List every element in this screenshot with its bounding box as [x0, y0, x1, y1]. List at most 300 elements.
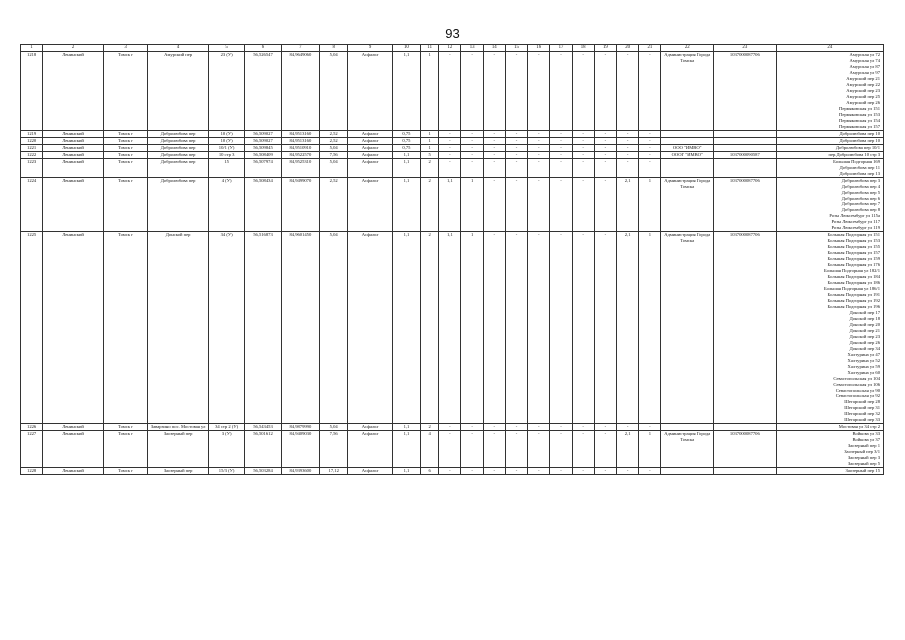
- value-cell: -: [505, 137, 527, 144]
- address-item: Амурский пер 25: [846, 94, 880, 100]
- value-cell: -: [483, 137, 505, 144]
- value-cell: -: [550, 431, 572, 468]
- address-item: Добролюбова пер 7: [841, 201, 880, 207]
- column-number: 7: [281, 45, 319, 52]
- address-item: Донской пер 18: [849, 315, 880, 321]
- area-cell: 7,56: [320, 431, 348, 468]
- container-count-cell: 2: [421, 177, 439, 232]
- value-cell: -: [528, 468, 550, 475]
- address-item: Добролюбова пер 13: [839, 170, 880, 176]
- latitude-cell: 56,503284: [245, 468, 281, 475]
- address-item: Добролюбова пер 11: [839, 164, 880, 170]
- ogrn-cell: 1037000087706: [714, 431, 777, 468]
- house-cell: 3 (У): [208, 431, 244, 468]
- value-cell: -: [572, 158, 594, 177]
- address-item: Амурский пер 22: [846, 82, 880, 88]
- value-cell: -: [594, 431, 616, 468]
- street-cell: Добролюбова пер: [148, 177, 209, 232]
- value-cell: -: [550, 232, 572, 424]
- value-cell: -: [528, 52, 550, 131]
- surface-cell: Асфальт: [348, 232, 392, 424]
- volume-cell: 1,1: [392, 158, 420, 177]
- longitude-cell: 84,9393600: [281, 468, 319, 475]
- area-cell: 2,52: [320, 130, 348, 137]
- address-item: Розы Люксембург ул 119: [831, 225, 880, 231]
- latitude-cell: 56,516873: [245, 232, 281, 424]
- volume-cell: 1,1: [392, 232, 420, 424]
- table-row: [21, 232, 884, 424]
- column-number: 23: [714, 45, 777, 52]
- address-item: Амурский пер 23: [846, 88, 880, 94]
- address-item: Пермяковская ул 153: [839, 111, 880, 117]
- district-cell: Ленинский: [43, 431, 104, 468]
- value-cell: -: [617, 151, 639, 158]
- value-cell: -: [483, 144, 505, 151]
- value-cell: 1: [461, 177, 483, 232]
- column-number: 21: [639, 45, 661, 52]
- street-cell: Заозерный пер: [148, 468, 209, 475]
- city-cell: Томск г: [103, 232, 147, 424]
- value-cell: -: [505, 232, 527, 424]
- area-cell: 5,04: [320, 52, 348, 131]
- site-number-cell: 1226: [21, 424, 43, 431]
- house-cell: 23 (У): [208, 52, 244, 131]
- address-item: Добролюбова пер 10: [839, 137, 880, 143]
- volume-cell: 0,75: [392, 130, 420, 137]
- value-cell: -: [572, 431, 594, 468]
- surface-cell: Асфальт: [348, 424, 392, 431]
- address-item: Розы Люксембург ул 117: [831, 219, 880, 225]
- address-item: Донской пер 20: [849, 321, 880, 327]
- longitude-cell: 84,9649060: [281, 52, 319, 131]
- ogrn-cell: [714, 158, 777, 177]
- address-item: Добролюбова пер 8: [841, 207, 880, 213]
- column-number: 19: [594, 45, 616, 52]
- district-cell: Ленинский: [43, 177, 104, 232]
- longitude-cell: 84,9409030: [281, 431, 319, 468]
- address-item: Большая Подгорная ул 176: [827, 262, 880, 268]
- district-cell: Ленинский: [43, 158, 104, 177]
- address-item: Войкова ул 33: [852, 431, 880, 437]
- latitude-cell: 56,509845: [245, 144, 281, 151]
- value-cell: -: [483, 232, 505, 424]
- address-item: Халтурина ул 60: [847, 369, 880, 375]
- address-item: Амурская ул 87: [849, 64, 880, 70]
- value-cell: -: [594, 144, 616, 151]
- address-list-cell: [776, 158, 883, 177]
- area-cell: 2,52: [320, 177, 348, 232]
- value-cell: -: [594, 52, 616, 131]
- surface-cell: Асфальт: [348, 431, 392, 468]
- value-cell: -: [505, 158, 527, 177]
- value-cell: -: [528, 137, 550, 144]
- address-item: Заозерный пер 1: [847, 443, 880, 449]
- owner-cell: [661, 137, 714, 144]
- city-cell: Томск г: [103, 468, 147, 475]
- owner-cell: Администрация Города Томска: [661, 431, 714, 468]
- address-item: Пермяковская ул 154: [839, 117, 880, 123]
- owner-cell: [661, 158, 714, 177]
- longitude-cell: 84,9601450: [281, 232, 319, 424]
- address-item: Добролюбова пер 3: [841, 177, 880, 183]
- area-cell: 17,12: [320, 468, 348, 475]
- address-item: Большая Подгорная ул 196: [827, 303, 880, 309]
- site-number-cell: 1223: [21, 158, 43, 177]
- address-item: Большая Подгорная ул 157: [827, 250, 880, 256]
- value-cell: 2,1: [617, 177, 639, 232]
- value-cell: -: [439, 151, 461, 158]
- column-number: 24: [776, 45, 883, 52]
- address-item: Донской пер 21: [849, 327, 880, 333]
- value-cell: -: [550, 144, 572, 151]
- value-cell: -: [483, 177, 505, 232]
- address-item: Амурская ул 97: [849, 70, 880, 76]
- ogrn-cell: 1037000087706: [714, 52, 777, 131]
- district-cell: Ленинский: [43, 52, 104, 131]
- value-cell: -: [505, 52, 527, 131]
- value-cell: -: [483, 431, 505, 468]
- latitude-cell: 56,507974: [245, 158, 281, 177]
- city-cell: Томск г: [103, 177, 147, 232]
- value-cell: -: [461, 158, 483, 177]
- address-item: Заозерный пер 3/1: [844, 449, 880, 455]
- value-cell: -: [572, 177, 594, 232]
- surface-cell: Асфальт: [348, 158, 392, 177]
- address-item: Добролюбова пер 10/1: [835, 144, 880, 150]
- address-item: Большая Подгорная ул 184: [827, 274, 880, 280]
- value-cell: -: [483, 424, 505, 431]
- district-cell: Ленинский: [43, 151, 104, 158]
- area-cell: 5,04: [320, 424, 348, 431]
- value-cell: -: [639, 130, 661, 137]
- value-cell: -: [572, 232, 594, 424]
- owner-cell: ОООГ "ИМВО": [661, 151, 714, 158]
- address-list-cell: [776, 177, 883, 232]
- surface-cell: Асфальт: [348, 137, 392, 144]
- latitude-cell: 56,509027: [245, 130, 281, 137]
- ogrn-cell: 1037000087706: [714, 232, 777, 424]
- value-cell: -: [461, 137, 483, 144]
- container-count-cell: 1: [421, 144, 439, 151]
- address-item: Шегарский пер 32: [844, 411, 880, 417]
- address-item: Большая Подгорная ул 182/1: [823, 268, 880, 274]
- value-cell: -: [572, 52, 594, 131]
- latitude-cell: 56,526547: [245, 52, 281, 131]
- address-list-cell: [776, 424, 883, 431]
- value-cell: -: [505, 424, 527, 431]
- city-cell: Томск г: [103, 424, 147, 431]
- address-item: Большая Подгорная ул 153: [827, 238, 880, 244]
- address-list-cell: [776, 130, 883, 137]
- value-cell: -: [461, 151, 483, 158]
- longitude-cell: 84,9513160: [281, 137, 319, 144]
- value-cell: -: [639, 424, 661, 431]
- street-cell: Заозерный пер: [148, 431, 209, 468]
- longitude-cell: 84,9513160: [281, 130, 319, 137]
- volume-cell: 0,75: [392, 137, 420, 144]
- surface-cell: Асфальт: [348, 130, 392, 137]
- value-cell: -: [461, 468, 483, 475]
- column-number: 5: [208, 45, 244, 52]
- value-cell: -: [439, 52, 461, 131]
- address-item: Заозерный пер 15: [845, 468, 880, 474]
- address-item: пер.Добролюбова 10 стр 3: [828, 151, 880, 157]
- value-cell: -: [528, 424, 550, 431]
- area-cell: 5,04: [320, 232, 348, 424]
- column-number: 20: [617, 45, 639, 52]
- address-list-cell: [776, 52, 883, 131]
- address-item: Донской пер 34: [849, 345, 880, 351]
- site-number-cell: 1222: [21, 151, 43, 158]
- value-cell: -: [505, 177, 527, 232]
- street-cell: Донской пер: [148, 232, 209, 424]
- value-cell: 2,1: [617, 232, 639, 424]
- area-cell: 5,04: [320, 158, 348, 177]
- container-count-cell: 5: [421, 151, 439, 158]
- owner-cell: Администрация Города Томска: [661, 177, 714, 232]
- value-cell: -: [483, 52, 505, 131]
- value-cell: -: [594, 130, 616, 137]
- value-cell: -: [528, 144, 550, 151]
- column-number: 9: [348, 45, 392, 52]
- address-item: Большая Подгорная ул 151: [827, 232, 880, 238]
- city-cell: Томск г: [103, 52, 147, 131]
- table-row: [21, 158, 884, 177]
- ogrn-cell: [714, 137, 777, 144]
- owner-cell: ООО "ИМВО": [661, 144, 714, 151]
- value-cell: -: [572, 137, 594, 144]
- street-cell: Добролюбова пер: [148, 130, 209, 137]
- value-cell: -: [505, 130, 527, 137]
- value-cell: -: [439, 424, 461, 431]
- latitude-cell: 56,543453: [245, 424, 281, 431]
- street-cell: Добролюбова пер: [148, 151, 209, 158]
- value-cell: -: [461, 431, 483, 468]
- site-number-cell: 1221: [21, 144, 43, 151]
- value-cell: -: [639, 52, 661, 131]
- ogrn-cell: [714, 424, 777, 431]
- address-item: Заозерный пер 5: [847, 461, 880, 467]
- value-cell: -: [550, 158, 572, 177]
- value-cell: -: [439, 130, 461, 137]
- address-item: Амурская ул 74: [849, 58, 880, 64]
- address-item: Халтурина ул 47: [847, 351, 880, 357]
- value-cell: -: [550, 137, 572, 144]
- area-cell: 7,56: [320, 151, 348, 158]
- address-item: Большая Подгорная ул 159: [827, 256, 880, 262]
- column-number: 15: [505, 45, 527, 52]
- house-cell: 34 (У): [208, 232, 244, 424]
- value-cell: -: [572, 130, 594, 137]
- address-item: Донской пер 23: [849, 333, 880, 339]
- district-cell: Ленинский: [43, 144, 104, 151]
- district-cell: Ленинский: [43, 468, 104, 475]
- longitude-cell: 84,9522570: [281, 151, 319, 158]
- table-row: [21, 424, 884, 431]
- value-cell: -: [505, 468, 527, 475]
- address-item: Севастопольская ул 92: [835, 393, 880, 399]
- address-item: Донской пер 26: [849, 339, 880, 345]
- address-list-cell: [776, 151, 883, 158]
- ogrn-cell: [714, 144, 777, 151]
- address-item: Мостовая ул 34 стр 2: [838, 424, 880, 430]
- container-count-cell: 1: [421, 52, 439, 131]
- column-number: 1: [21, 45, 43, 52]
- address-item: Халтурина ул 59: [847, 363, 880, 369]
- longitude-cell: 84,9525310: [281, 158, 319, 177]
- volume-cell: 1,1: [392, 468, 420, 475]
- owner-cell: [661, 468, 714, 475]
- column-number: 17: [550, 45, 572, 52]
- value-cell: -: [617, 144, 639, 151]
- address-item: Большая Подгорная ул 191: [827, 292, 880, 298]
- owner-cell: Администрация Города Томска: [661, 232, 714, 424]
- table-row: [21, 130, 884, 137]
- column-number: 11: [421, 45, 439, 52]
- container-count-cell: 2: [421, 232, 439, 424]
- house-cell: 10 (У): [208, 137, 244, 144]
- value-cell: -: [505, 144, 527, 151]
- site-number-cell: 1228: [21, 468, 43, 475]
- address-list-cell: [776, 144, 883, 151]
- value-cell: 1: [639, 431, 661, 468]
- city-cell: Томск г: [103, 144, 147, 151]
- surface-cell: Асфальт: [348, 52, 392, 131]
- site-number-cell: 1218: [21, 52, 43, 131]
- value-cell: -: [572, 424, 594, 431]
- column-number: 3: [103, 45, 147, 52]
- value-cell: 2,1: [617, 431, 639, 468]
- address-item: Розы Люксембург ул 115а: [829, 213, 880, 219]
- ogrn-cell: [714, 130, 777, 137]
- street-cell: Добролюбова пер: [148, 158, 209, 177]
- ogrn-cell: [714, 468, 777, 475]
- table-row: [21, 177, 884, 232]
- value-cell: -: [639, 158, 661, 177]
- address-item: Севастопольская ул 106: [833, 381, 880, 387]
- value-cell: -: [461, 52, 483, 131]
- table-row: [21, 137, 884, 144]
- value-cell: -: [617, 158, 639, 177]
- street-cell: Амурский пер: [148, 52, 209, 131]
- address-item: Добролюбова пер 5: [841, 189, 880, 195]
- address-list-cell: [776, 232, 883, 424]
- value-cell: -: [461, 144, 483, 151]
- district-cell: Ленинский: [43, 137, 104, 144]
- owner-cell: [661, 130, 714, 137]
- owner-cell: Администрация Города Томска: [661, 52, 714, 131]
- latitude-cell: 56,508409: [245, 151, 281, 158]
- value-cell: -: [550, 130, 572, 137]
- value-cell: -: [572, 144, 594, 151]
- area-cell: 5,04: [320, 144, 348, 151]
- container-count-cell: 2: [421, 158, 439, 177]
- address-list-cell: [776, 431, 883, 468]
- volume-cell: 1,1: [392, 52, 420, 131]
- value-cell: -: [528, 232, 550, 424]
- house-cell: 10 (У): [208, 130, 244, 137]
- column-number: 4: [148, 45, 209, 52]
- volume-cell: 1,1: [392, 177, 420, 232]
- value-cell: -: [439, 137, 461, 144]
- address-item: Большая Подгорная ул 192: [827, 297, 880, 303]
- house-cell: 15/3 (У): [208, 468, 244, 475]
- surface-cell: Асфальт: [348, 151, 392, 158]
- address-item: Большая Подгорная 169: [833, 158, 880, 164]
- value-cell: -: [550, 424, 572, 431]
- surface-cell: Асфальт: [348, 144, 392, 151]
- container-count-cell: 6: [421, 468, 439, 475]
- value-cell: -: [483, 130, 505, 137]
- address-item: Добролюбова пер 10: [839, 130, 880, 136]
- volume-cell: 1,1: [392, 151, 420, 158]
- value-cell: -: [439, 431, 461, 468]
- address-item: Добролюбова пер 6: [841, 195, 880, 201]
- street-cell: Добролюбова пер: [148, 144, 209, 151]
- house-cell: 10/1 (У): [208, 144, 244, 151]
- table-row: [21, 431, 884, 468]
- value-cell: -: [461, 130, 483, 137]
- area-cell: 2,52: [320, 137, 348, 144]
- value-cell: -: [572, 468, 594, 475]
- column-number: 8: [320, 45, 348, 52]
- latitude-cell: 56,508434: [245, 177, 281, 232]
- address-item: Севастопольская ул 90: [835, 387, 880, 393]
- address-item: Амурский пер 26: [846, 99, 880, 105]
- value-cell: 1: [461, 232, 483, 424]
- value-cell: -: [594, 424, 616, 431]
- district-cell: Ленинский: [43, 424, 104, 431]
- value-cell: -: [439, 158, 461, 177]
- table-row: [21, 468, 884, 475]
- value-cell: 1: [639, 177, 661, 232]
- container-count-cell: 1: [421, 130, 439, 137]
- house-cell: 4 (У): [208, 177, 244, 232]
- value-cell: -: [439, 468, 461, 475]
- street-cell: Заварзино пос. Мостовая ул: [148, 424, 209, 431]
- value-cell: -: [483, 158, 505, 177]
- value-cell: -: [505, 151, 527, 158]
- value-cell: -: [550, 52, 572, 131]
- header-row: [21, 45, 884, 52]
- city-cell: Томск г: [103, 158, 147, 177]
- value-cell: -: [594, 468, 616, 475]
- table-row: [21, 151, 884, 158]
- owner-cell: [661, 424, 714, 431]
- value-cell: -: [528, 130, 550, 137]
- address-item: Севастопольская ул 104: [833, 375, 880, 381]
- page-number: 93: [445, 26, 460, 41]
- value-cell: -: [594, 232, 616, 424]
- address-item: Войкова ул 37: [852, 437, 880, 443]
- street-cell: Добролюбова пер: [148, 137, 209, 144]
- site-number-cell: 1219: [21, 130, 43, 137]
- district-cell: Ленинский: [43, 232, 104, 424]
- value-cell: -: [639, 151, 661, 158]
- site-number-cell: 1224: [21, 177, 43, 232]
- value-cell: -: [594, 137, 616, 144]
- site-number-cell: 1225: [21, 232, 43, 424]
- longitude-cell: 84,9879990: [281, 424, 319, 431]
- table-row: [21, 52, 884, 131]
- value-cell: -: [439, 144, 461, 151]
- column-number: 14: [483, 45, 505, 52]
- city-cell: Томск г: [103, 137, 147, 144]
- column-number: 6: [245, 45, 281, 52]
- container-count-cell: 4: [421, 431, 439, 468]
- value-cell: -: [505, 431, 527, 468]
- volume-cell: 1,1: [392, 424, 420, 431]
